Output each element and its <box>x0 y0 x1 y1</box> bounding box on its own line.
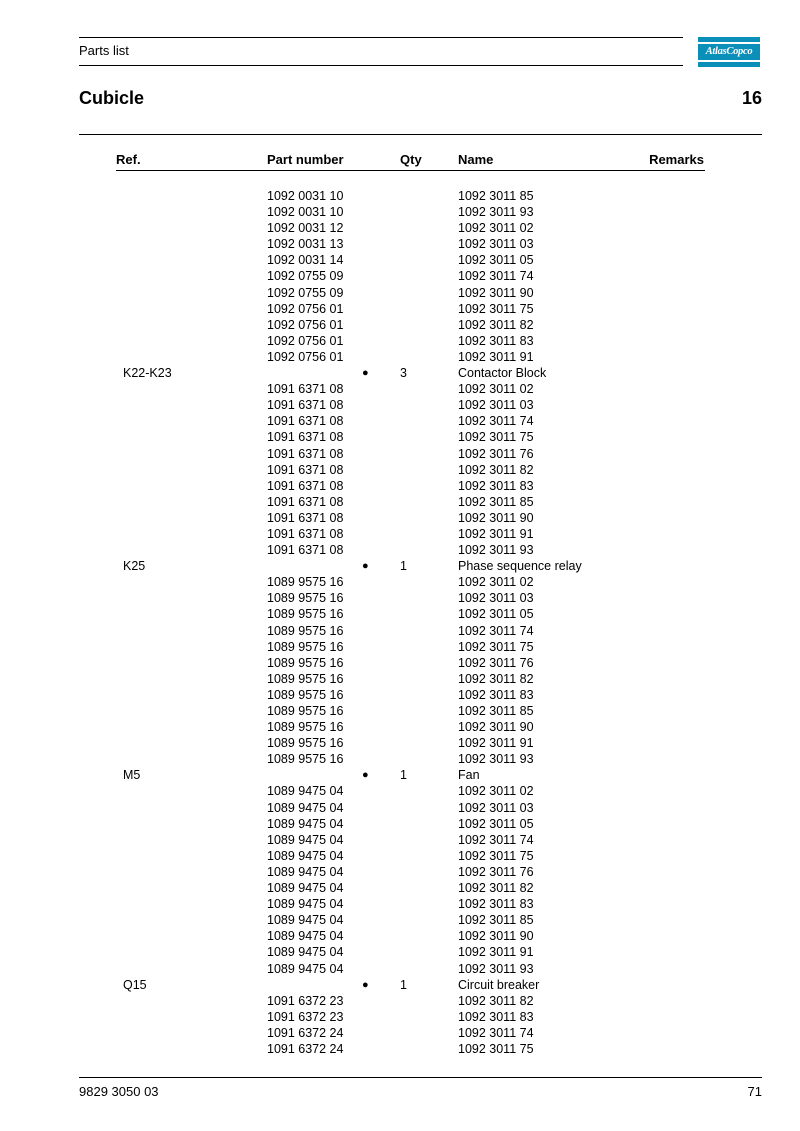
name-cell: 1092 3011 85 <box>458 494 534 509</box>
table-row <box>0 735 800 751</box>
part-number-cell: 1092 0031 13 <box>267 237 344 252</box>
table-row <box>0 896 800 912</box>
name-cell: 1092 3011 02 <box>458 575 534 590</box>
part-number-cell: 1092 0031 10 <box>267 205 344 220</box>
part-number-cell: 1091 6371 08 <box>267 414 344 429</box>
name-cell: 1092 3011 93 <box>458 961 534 976</box>
name-cell: Fan <box>458 768 480 783</box>
atlas-copco-logo <box>698 37 760 67</box>
name-cell: 1092 3011 75 <box>458 639 534 654</box>
qty-cell: 1 <box>400 768 407 783</box>
name-cell: 1092 3011 74 <box>458 832 534 847</box>
name-cell: 1092 3011 75 <box>458 1041 534 1056</box>
table-row <box>0 1041 800 1057</box>
part-number-cell: 1089 9575 16 <box>267 671 344 686</box>
part-number-cell: 1089 9475 04 <box>267 832 344 847</box>
part-number-cell: 1091 6371 08 <box>267 446 344 461</box>
table-row <box>0 944 800 960</box>
name-cell: 1092 3011 75 <box>458 301 534 316</box>
part-number-cell: 1092 0756 01 <box>267 349 344 364</box>
name-cell: 1092 3011 83 <box>458 333 534 348</box>
name-cell: 1092 3011 91 <box>458 945 534 960</box>
qty-cell: 3 <box>400 366 407 381</box>
part-number-cell: 1089 9575 16 <box>267 687 344 702</box>
part-number-cell: 1089 9575 16 <box>267 720 344 735</box>
name-cell: Phase sequence relay <box>458 559 582 574</box>
name-cell: 1092 3011 90 <box>458 720 534 735</box>
name-cell: 1092 3011 03 <box>458 800 534 815</box>
part-number-cell: 1092 0756 01 <box>267 301 344 316</box>
ref-cell: Q15 <box>123 977 147 992</box>
column-header-name: Name <box>458 152 494 167</box>
table-row <box>0 639 800 655</box>
table-row <box>0 268 800 284</box>
table-row <box>0 687 800 703</box>
table-row <box>0 510 800 526</box>
name-cell: 1092 3011 90 <box>458 285 534 300</box>
name-cell: 1092 3011 75 <box>458 430 534 445</box>
part-number-cell: 1089 9575 16 <box>267 639 344 654</box>
name-cell: 1092 3011 76 <box>458 864 534 879</box>
part-number-cell: 1089 9475 04 <box>267 961 344 976</box>
part-number-cell: 1089 9575 16 <box>267 736 344 751</box>
table-row <box>0 526 800 542</box>
part-number-cell: 1089 9475 04 <box>267 864 344 879</box>
name-cell: 1092 3011 93 <box>458 205 534 220</box>
name-cell: Circuit breaker <box>458 977 540 992</box>
name-cell: 1092 3011 82 <box>458 317 534 332</box>
part-number-cell: 1091 6371 08 <box>267 543 344 558</box>
name-cell: 1092 3011 83 <box>458 478 534 493</box>
table-row <box>0 446 800 462</box>
part-number-cell: 1091 6371 08 <box>267 462 344 477</box>
part-number-cell: 1089 9475 04 <box>267 913 344 928</box>
qty-cell: 1 <box>400 559 407 574</box>
name-cell: 1092 3011 91 <box>458 736 534 751</box>
name-cell: 1092 3011 02 <box>458 221 534 236</box>
table-row <box>0 349 800 365</box>
name-cell: 1092 3011 03 <box>458 237 534 252</box>
table-row <box>0 558 800 574</box>
table-row <box>0 864 800 880</box>
bullet-cell: ● <box>362 367 369 380</box>
part-number-cell: 1089 9475 04 <box>267 800 344 815</box>
table-row <box>0 816 800 832</box>
name-cell: 1092 3011 93 <box>458 543 534 558</box>
table-row <box>0 1009 800 1025</box>
name-cell: 1092 3011 74 <box>458 1025 534 1040</box>
table-row <box>0 767 800 783</box>
part-number-cell: 1091 6372 24 <box>267 1025 344 1040</box>
part-number-cell: 1091 6372 24 <box>267 1041 344 1056</box>
name-cell: 1092 3011 91 <box>458 349 534 364</box>
table-row <box>0 606 800 622</box>
name-cell: 1092 3011 85 <box>458 189 534 203</box>
table-row <box>0 220 800 236</box>
bullet-cell: ● <box>362 769 369 782</box>
part-number-cell: 1092 0031 10 <box>267 189 344 203</box>
part-number-cell: 1091 6371 08 <box>267 398 344 413</box>
table-row <box>0 236 800 252</box>
ref-cell: K25 <box>123 559 146 574</box>
name-cell: 1092 3011 82 <box>458 462 534 477</box>
part-number-cell: 1089 9475 04 <box>267 881 344 896</box>
name-cell: 1092 3011 03 <box>458 591 534 606</box>
name-cell: 1092 3011 76 <box>458 655 534 670</box>
column-header-ref: Ref. <box>116 152 141 167</box>
table-row <box>0 301 800 317</box>
table-row <box>0 590 800 606</box>
part-number-cell: 1089 9475 04 <box>267 929 344 944</box>
part-number-cell: 1089 9475 04 <box>267 897 344 912</box>
table-row <box>0 993 800 1009</box>
qty-cell: 1 <box>400 977 407 992</box>
ref-cell: M5 <box>123 768 141 783</box>
part-number-cell: 1091 6371 08 <box>267 510 344 525</box>
logo-text: AtlasCopco <box>698 44 760 60</box>
logo-bar-bottom <box>698 62 760 67</box>
name-cell: 1092 3011 83 <box>458 1009 534 1024</box>
name-cell: 1092 3011 82 <box>458 671 534 686</box>
table-row <box>0 719 800 735</box>
name-cell: 1092 3011 74 <box>458 623 534 638</box>
table-row <box>0 429 800 445</box>
page-title: Cubicle <box>79 88 145 108</box>
table-row <box>0 800 800 816</box>
table-row <box>0 928 800 944</box>
part-number-cell: 1092 0755 09 <box>267 269 344 284</box>
section-label: Parts list <box>79 43 129 58</box>
part-number-cell: 1091 6371 08 <box>267 478 344 493</box>
footer-rule <box>79 1077 762 1078</box>
table-row <box>0 365 800 381</box>
column-header-rule <box>116 170 705 171</box>
table-row <box>0 1025 800 1041</box>
part-number-cell: 1089 9575 16 <box>267 575 344 590</box>
ref-cell: K22-K23 <box>123 366 172 381</box>
name-cell: 1092 3011 82 <box>458 993 534 1008</box>
name-cell: 1092 3011 03 <box>458 398 534 413</box>
table-row <box>0 623 800 639</box>
table-row <box>0 912 800 928</box>
part-number-cell: 1092 0755 09 <box>267 285 344 300</box>
bullet-cell: ● <box>362 978 369 991</box>
table-row <box>0 655 800 671</box>
table-row <box>0 478 800 494</box>
name-cell: 1092 3011 05 <box>458 253 534 268</box>
table-row <box>0 574 800 590</box>
part-number-cell: 1089 9475 04 <box>267 784 344 799</box>
table-row <box>0 751 800 767</box>
part-number-cell: 1092 0031 12 <box>267 221 344 236</box>
table-row <box>0 832 800 848</box>
table-row <box>0 961 800 977</box>
part-number-cell: 1092 0756 01 <box>267 333 344 348</box>
header-rule-top <box>79 37 683 38</box>
name-cell: 1092 3011 02 <box>458 382 534 397</box>
table-row <box>0 783 800 799</box>
part-number-cell: 1089 9575 16 <box>267 704 344 718</box>
page-number: 71 <box>747 1084 762 1099</box>
column-header-qty: Qty <box>400 152 422 167</box>
table-row <box>0 494 800 510</box>
table-row <box>0 462 800 478</box>
table-row <box>0 188 800 204</box>
part-number-cell: 1089 9575 16 <box>267 752 344 767</box>
name-cell: 1092 3011 90 <box>458 929 534 944</box>
table-row <box>0 285 800 301</box>
name-cell: 1092 3011 02 <box>458 784 534 799</box>
table-row <box>0 880 800 896</box>
name-cell: 1092 3011 85 <box>458 704 534 718</box>
bullet-cell: ● <box>362 560 369 573</box>
table-row <box>0 542 800 558</box>
column-header-part-number: Part number <box>267 152 344 167</box>
part-number-cell: 1091 6372 23 <box>267 1009 344 1024</box>
name-cell: 1092 3011 74 <box>458 414 534 429</box>
part-number-cell: 1092 0756 01 <box>267 317 344 332</box>
logo-bar-top <box>698 37 760 42</box>
name-cell: 1092 3011 83 <box>458 897 534 912</box>
part-number-cell: 1091 6371 08 <box>267 494 344 509</box>
section-number: 16 <box>741 88 762 108</box>
part-number-cell: 1091 6371 08 <box>267 430 344 445</box>
table-row <box>0 703 800 719</box>
part-number-cell: 1089 9475 04 <box>267 945 344 960</box>
part-number-cell: 1091 6372 23 <box>267 993 344 1008</box>
part-number-cell: 1089 9475 04 <box>267 816 344 831</box>
part-number-cell: 1089 9575 16 <box>267 591 344 606</box>
part-number-cell: 1089 9575 16 <box>267 623 344 638</box>
name-cell: 1092 3011 93 <box>458 752 534 767</box>
table-row <box>0 671 800 687</box>
name-cell: 1092 3011 91 <box>458 526 534 541</box>
column-header-remarks: Remarks <box>649 152 704 167</box>
part-number-cell: 1091 6371 08 <box>267 526 344 541</box>
table-row <box>0 333 800 349</box>
name-cell: 1092 3011 82 <box>458 881 534 896</box>
title-rule <box>79 134 762 135</box>
document-number: 9829 3050 03 <box>79 1084 159 1099</box>
name-cell: 1092 3011 83 <box>458 687 534 702</box>
name-cell: 1092 3011 05 <box>458 607 534 622</box>
table-row <box>0 381 800 397</box>
name-cell: Contactor Block <box>458 366 547 381</box>
header-rule-bottom <box>79 65 683 66</box>
part-number-cell: 1092 0031 14 <box>267 253 344 268</box>
name-cell: 1092 3011 90 <box>458 510 534 525</box>
parts-table <box>0 188 800 1057</box>
name-cell: 1092 3011 05 <box>458 816 534 831</box>
name-cell: 1092 3011 76 <box>458 446 534 461</box>
table-row <box>0 317 800 333</box>
name-cell: 1092 3011 85 <box>458 913 534 928</box>
table-row <box>0 413 800 429</box>
part-number-cell: 1089 9475 04 <box>267 848 344 863</box>
table-row <box>0 977 800 993</box>
part-number-cell: 1089 9575 16 <box>267 655 344 670</box>
table-row <box>0 204 800 220</box>
part-number-cell: 1089 9575 16 <box>267 607 344 622</box>
name-cell: 1092 3011 75 <box>458 848 534 863</box>
table-row <box>0 848 800 864</box>
table-row <box>0 397 800 413</box>
table-row <box>0 252 800 268</box>
name-cell: 1092 3011 74 <box>458 269 534 284</box>
part-number-cell: 1091 6371 08 <box>267 382 344 397</box>
